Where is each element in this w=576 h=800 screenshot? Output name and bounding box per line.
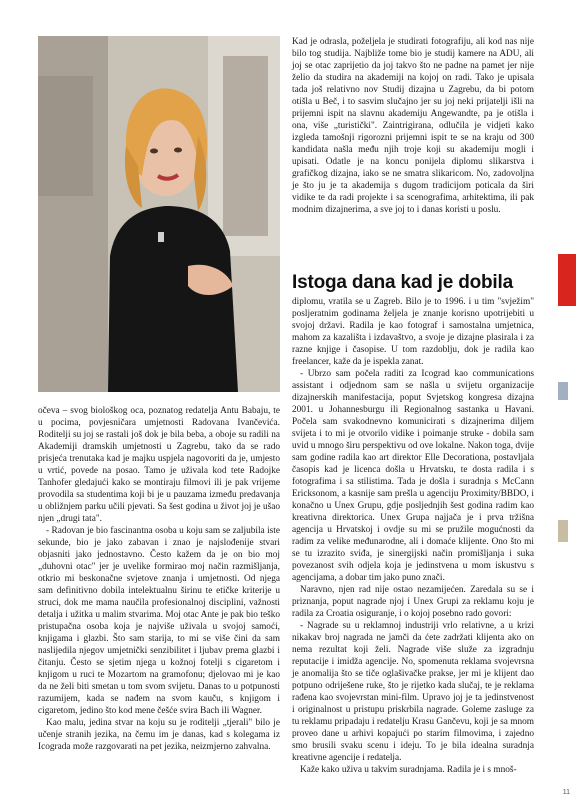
page-edge-mark [558, 520, 568, 542]
section-headline: Istoga dana kad je dobila [292, 272, 513, 293]
paragraph: - Radovan je bio fascinantna osoba u koju sam se zaljubila iste sekunde, bio je jako zabavan i znao je najslođenije stvari objasniti jako jednostavno. Često kažem da je on bio moj „duhovni otac" jer je uvelike formirao moj način razmišljanja, otkrio mi beskonačne svjetove znanja i umjetnosti. Od njega sam definitivno dobila intelektualnu širinu te etičke kriterije u struci, dok me mama naučila profesionalnoj disciplini, važnosti detalja i užitka u malim stvarima. Moj otac Ante je pak bio teško pristupačna osoba koja je najviše uživala u svojoj samoći, knjigama i glazbi. Što sam starija, to mi se više čini da sam naslijedila njegov umjetnički senzibilitet i ljubav prema glazbi i čitanju. Često se sjetim njega u kožnoj fotelji s cigaretom i knjigom u ruci te Mozartom na gramofonu; djelovao mi je kao da ne želi biti smetan u tom svom svijetu. Danas to u potpunosti razumijem, kada se nađem na svom kauču, s knjigom i cigaretom, jedino što kod mene češće svira Bach ili Wagner. [38, 526, 280, 716]
paragraph: Kaže kako uživa u takvim suradnjama. Radila je i s mnoš- [300, 765, 517, 775]
paragraph: očeva – svog biološkog oca, poznatog redatelja Antu Babaju, te u pocima, povjesničara umjetnosti Radovana Ivančevića. Roditelji su joj se rastali još dok je bila beba, a oboje su radili na Akademiji dramskih umjetnosti u Zagrebu, tako da se rado prisjeća trenutaka kad je majku uspjela nagovoriti da je, umjesto u vrtić, povede na posao. Tamo je uživala kod tete Radojke Tanhofer gledajući kako se montiraju filmovi ili je pak vrijeme provodila sa studentima koji bi je u pauzama između predavanja u obližnjem parku učili pjevati. Sa šest godina u život joj je ušao njen „drugi tata". [38, 406, 280, 524]
portrait-illustration [38, 36, 280, 392]
article-left-column [38, 405, 280, 753]
paragraph: Kao malu, jedina stvar na koju su je roditelji „tjerali" bilo je učenje stranih jezika, na čemu im je danas, kad s kolegama iz Icograda može razgovarati na pet jezika, neizmjerno zahvalna. [38, 718, 280, 752]
paragraph: - Ubrzo sam počela raditi za Icograd kao communications assistant i odjednom sam se našla u svijetu organizacije dizajnerskih manifestacija, poput Svjetskog kongresa dizajna 2001. u Johannesburgu ili Regionalnog sastanka u Havani. Počela sam svakodnevno komunicirati s dizajnerima diljem svijeta i to mi je otvorilo vidike i poimanje struke - dobila sam uvid u mnogo širu perspektivu od ove lokalne. Nakon toga, dvije sam godine radila kao art direktor Elle Decorationa, postavljala časopis kad je licenca došla u Hrvatsku, te dosta radila i s fotografima i sa stilistima. Tada je došla i suradnja s McCann Ericksonom, a kasnije sam prešla u agenciju Proximity/BBDO, i konačno u Unex Grupu, gdje posljednjih šest godina radim kao kreativna direktorica. Unex Grupa najjača je i prva tržišna agencija u Hrvatskoj i ovdje su mi se pružile mogućnosti da radim za velike međunarodne, ali i domaće klijente. Ono što mi se tu izrazito sviđa, je sinergijski način promišljanja i suka povezanost svih odjela koja je jedinstvena u mom iskustvu s agencijama, a dobar tim jako puno znači. [292, 369, 534, 583]
article-right-column-top [292, 36, 534, 216]
paragraph: - Nagrade su u reklamnoj industriji vrlo relativne, a u krizi nikakav broj nagrada ne jamči da ćete zadržati klijenta ako on nema rezultat koji želi. Nagrade više služe za izgradnju reputacije i imidža agencije. No, spomenuta reklama svojevrsna je anomalija što se tiče oglašivačke prakse, jer mi je klijent dao potpuno odriješene ruke, što je rijetko kada slučaj, te je reklama rađena kao svojevrstan mini-film. Upravo joj je ta jedinstvenost i originalnost u pristupu priskrbila nagrade. Goleme zasluge za tu reklamu pripadaju i redatelju Krasu Gančevu, koji je sa mnom proveo dane u arhivi kopajući po starim filmovima, i zajedno smo brusili svaku scenu i ideju. To je bila idealna suradnja kreativne agencije i redatelja. [292, 621, 534, 763]
page-number: 11 [562, 789, 570, 796]
article-right-column-bottom [292, 272, 534, 776]
paragraph: Kad je odrasla, poželjela je studirati fotografiju, ali kod nas nije bilo tog studija. Najbliže tome bio je studij kamere na ADU, ali joj se otac zaprijetio da joj takvo što ne padne na pamet jer nije želio da studira na akademiji na kojoj on radi. Tako je upisala tada još relativno nov Studij dizajna u Zagrebu, da bi potom otišla u Beč, i to sasvim slučajno jer su joj neki prijatelji išli na prijemni ispit na slavnu akademiju Angewandte, pa je otišla i ona, više „turistički". Zaintrigirana, odlučila je vidjeti kako izgleda tamošnji rigorozni prijemni ispit te se na kraju od 300 kandidata našla među njih troje koji su akademiju mogli i upisati. Odatle je na koncu ponijela diplomu slikarstva i grafičkog dizajna, iako se ne smatra slikaricom. No, zadovoljna je što ju je ta akademija s dugom tradicijom poticala da širi vidike te da radi projekte i sa scenografima, arhitektima, ili pak modnim dizajnerima, a sve joj to i danas koristi u poslu. [292, 37, 534, 215]
portrait-photo [38, 36, 280, 392]
section-color-tab [558, 254, 576, 306]
paragraph: diplomu, vratila se u Zagreb. Bilo je to 1996. i u tim "svježim" posljeratnim godinama željela je znanje korisno upotrijebiti u svojoj državi. Radila je kao fotograf i samostalna umjetnica, mahom za kazališta i izdavaštvo, a svoje je dizajne plasirala i za razne knjige i časopise. U tom razdoblju, dok je radila kao freelancer, kaže da je ispekla zanat. [292, 297, 534, 367]
page-edge-mark [558, 382, 568, 400]
paragraph: Naravno, njen rad nije ostao nezamijećen. Zaredala su se i priznanja, poput nagrade njoj i Unex Grupi za reklamu koju je radila za Croatia osiguranje, i o kojoj posebno rado govori: [292, 585, 534, 619]
